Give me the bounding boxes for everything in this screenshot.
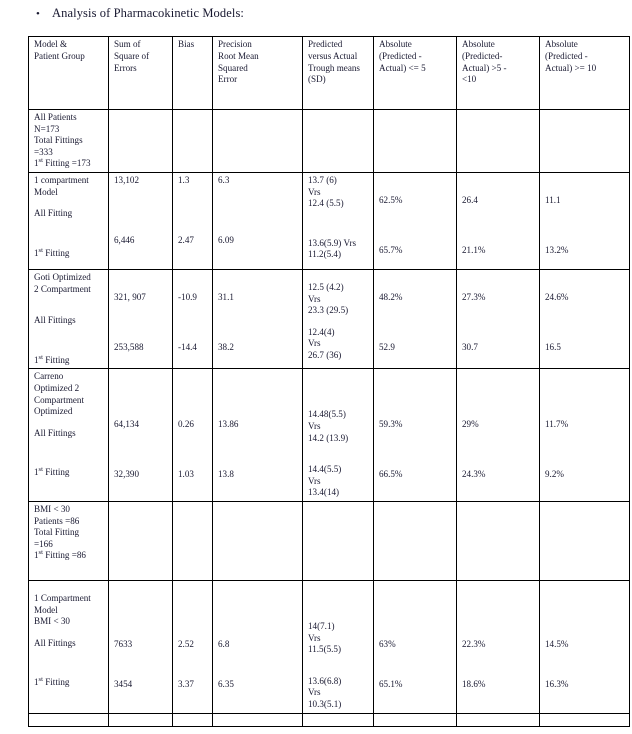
header-line: Sum of bbox=[114, 39, 141, 49]
value-line: Vrs bbox=[308, 632, 321, 643]
pk-table-container bbox=[28, 36, 629, 727]
ordinal-suffix: st bbox=[38, 676, 43, 684]
cell-absolute-le-5 bbox=[374, 369, 457, 502]
value-line: Vrs bbox=[308, 293, 321, 304]
label-line: All Fittings bbox=[34, 637, 76, 648]
header-line: Square of bbox=[114, 50, 150, 61]
value-all-fitting: 63% bbox=[379, 638, 396, 649]
label-line: Carreno bbox=[34, 371, 64, 382]
value-all-fitting: 6.8 bbox=[218, 638, 230, 649]
value-line: 11.5(5.5) bbox=[308, 644, 342, 655]
table-body bbox=[29, 110, 630, 727]
row-label-carreno-optimized bbox=[29, 369, 109, 502]
value-first-fitting: 52.9 bbox=[379, 341, 395, 352]
cell-absolute-5-to-10 bbox=[457, 110, 540, 173]
label-line: Optimized bbox=[34, 406, 73, 417]
header-line: <10 bbox=[462, 74, 477, 85]
cell-absolute-le-5 bbox=[374, 173, 457, 270]
value-line: 12.5 (4.2) bbox=[308, 282, 344, 292]
cell-absolute-5-to-10 bbox=[457, 501, 540, 580]
label-line: N=173 bbox=[34, 123, 60, 134]
header-line: (SD) bbox=[308, 74, 326, 85]
value-first-fitting: 13.8 bbox=[218, 468, 234, 479]
value-first-fitting: 3454 bbox=[114, 678, 133, 689]
value-line: 26.7 (36) bbox=[308, 349, 342, 360]
cell-bias bbox=[173, 173, 213, 270]
header-line: Root Mean bbox=[218, 50, 259, 61]
column-header-absolute-5-to-10 bbox=[457, 37, 540, 110]
table-row bbox=[29, 173, 630, 270]
label-line: Total Fitting bbox=[34, 527, 80, 538]
ordinal-suffix: st bbox=[38, 157, 43, 165]
column-header-model-patient-group bbox=[29, 37, 109, 110]
header-line: Model & bbox=[34, 39, 68, 49]
ordinal-suffix: st bbox=[38, 353, 43, 361]
header-line: Trough means bbox=[308, 62, 360, 73]
value-all-fitting: 48.2% bbox=[379, 292, 403, 302]
cell-absolute-ge-10 bbox=[540, 110, 630, 173]
cell-precision bbox=[213, 270, 303, 369]
column-header-predicted-vs-actual bbox=[303, 37, 374, 110]
value-line: Vrs bbox=[308, 420, 321, 431]
value-first-fitting: 6,446 bbox=[114, 234, 135, 245]
value-all-fitting: 24.6% bbox=[545, 292, 569, 302]
bullet-icon: • bbox=[36, 8, 40, 20]
cell-absolute-ge-10 bbox=[540, 580, 630, 713]
header-line: Squared bbox=[218, 62, 248, 73]
value-line: 14.2 (13.9) bbox=[308, 432, 349, 443]
cell-bias bbox=[173, 501, 213, 580]
value-all-fitting: 59.3% bbox=[379, 419, 403, 430]
label-line: =333 bbox=[34, 146, 53, 157]
cell-predicted-vs-actual bbox=[303, 501, 374, 580]
label-line: 1 Compartment bbox=[34, 592, 91, 603]
value-all-fitting: 11.1 bbox=[545, 195, 561, 205]
cell-bias bbox=[173, 270, 213, 369]
label-line-first-fitting: 1st Fitting =86 bbox=[34, 549, 86, 561]
value-all-fitting: 13.86 bbox=[218, 419, 239, 430]
value-line: 13.6(6.8) bbox=[308, 675, 342, 686]
header-line: Errors bbox=[114, 62, 137, 73]
table-row bbox=[29, 270, 630, 369]
header-line: versus Actual bbox=[308, 50, 358, 61]
cell-bias bbox=[173, 110, 213, 173]
label-line-first-fitting: 1st Fitting bbox=[34, 466, 70, 478]
label-line: Goti Optimized bbox=[34, 272, 91, 282]
header-line: (Predicted - bbox=[545, 50, 588, 61]
value-first-fitting: 32,390 bbox=[114, 468, 140, 479]
pharmacokinetic-models-table bbox=[28, 36, 630, 727]
cell-absolute-ge-10 bbox=[540, 713, 630, 726]
header-line: (Predicted- bbox=[462, 50, 503, 61]
value-all-fitting: 29% bbox=[462, 419, 479, 430]
value-first-fitting: 24.3% bbox=[462, 468, 486, 479]
cell-absolute-ge-10 bbox=[540, 369, 630, 502]
value-all-fitting: 27.3% bbox=[462, 292, 486, 302]
cell-absolute-le-5 bbox=[374, 713, 457, 726]
value-all-fitting: 0.26 bbox=[178, 419, 194, 430]
cell-predicted-vs-actual bbox=[303, 580, 374, 713]
cell-predicted-vs-actual bbox=[303, 713, 374, 726]
table-row bbox=[29, 369, 630, 502]
label-line: Patients =86 bbox=[34, 515, 80, 526]
label-line: All Fittings bbox=[34, 315, 76, 326]
value-line: 12.4(4) bbox=[308, 326, 335, 337]
value-first-fitting: 253,588 bbox=[114, 341, 144, 352]
label-line: BMI < 30 bbox=[34, 503, 70, 514]
table-row bbox=[29, 501, 630, 580]
cell-precision bbox=[213, 110, 303, 173]
value-first-fitting: 1.03 bbox=[178, 468, 194, 479]
label-line: Model bbox=[34, 604, 58, 615]
value-line: Vrs bbox=[308, 687, 321, 698]
header-line: Absolute bbox=[462, 39, 495, 49]
header-line: Absolute bbox=[545, 39, 578, 49]
value-first-fitting: 21.1% bbox=[462, 244, 486, 255]
label-line: All Patients bbox=[34, 112, 77, 122]
cell-absolute-5-to-10 bbox=[457, 580, 540, 713]
ordinal-suffix: st bbox=[38, 466, 43, 474]
header-line: (Predicted - bbox=[379, 50, 422, 61]
value-all-fitting: 22.3% bbox=[462, 638, 486, 649]
value-line: Vrs bbox=[308, 475, 321, 486]
row-label-one-compartment-bmi bbox=[29, 580, 109, 713]
value-line: 14(7.1) bbox=[308, 620, 335, 631]
cell-absolute-ge-10 bbox=[540, 270, 630, 369]
value-first-fitting: -14.4 bbox=[178, 341, 197, 352]
label-line: =166 bbox=[34, 538, 53, 549]
value-first-fitting: 9.2% bbox=[545, 468, 564, 479]
table-row bbox=[29, 580, 630, 713]
table-row bbox=[29, 713, 630, 726]
cell-predicted-vs-actual bbox=[303, 173, 374, 270]
label-line: BMI < 30 bbox=[34, 616, 70, 627]
cell-bias bbox=[173, 369, 213, 502]
header-line: Predicted bbox=[308, 39, 343, 49]
value-all-fitting: -10.9 bbox=[178, 292, 197, 302]
row-label-one-compartment-model bbox=[29, 173, 109, 270]
ordinal-suffix: st bbox=[38, 549, 43, 557]
label-line: 2 Compartment bbox=[34, 283, 91, 294]
value-first-fitting: 2.47 bbox=[178, 234, 194, 245]
row-label-empty bbox=[29, 713, 109, 726]
cell-absolute-le-5 bbox=[374, 501, 457, 580]
column-header-absolute-ge-10 bbox=[540, 37, 630, 110]
label-line-first-fitting: 1st Fitting bbox=[34, 353, 70, 365]
table-row bbox=[29, 110, 630, 173]
value-line: 14.4(5.5) bbox=[308, 464, 342, 475]
value-all-fitting: 13,102 bbox=[114, 175, 140, 185]
value-first-fitting: 6.35 bbox=[218, 678, 234, 689]
column-header-absolute-le-5 bbox=[374, 37, 457, 110]
label-line: All Fittings bbox=[34, 427, 76, 438]
value-all-fitting: 31.1 bbox=[218, 292, 234, 302]
value-first-fitting: 65.1% bbox=[379, 678, 403, 689]
cell-absolute-5-to-10 bbox=[457, 369, 540, 502]
value-line: 13.7 (6) bbox=[308, 175, 337, 185]
cell-predicted-vs-actual bbox=[303, 110, 374, 173]
header-line: Bias bbox=[178, 39, 195, 49]
cell-precision bbox=[213, 713, 303, 726]
cell-absolute-5-to-10 bbox=[457, 173, 540, 270]
label-line: Model bbox=[34, 186, 58, 197]
cell-bias bbox=[173, 713, 213, 726]
cell-absolute-5-to-10 bbox=[457, 713, 540, 726]
value-line: 10.3(5.1) bbox=[308, 698, 342, 709]
table-header bbox=[29, 37, 630, 110]
cell-absolute-ge-10 bbox=[540, 173, 630, 270]
value-all-fitting: 321, 907 bbox=[114, 292, 146, 302]
column-header-precision-rmse bbox=[213, 37, 303, 110]
cell-bias bbox=[173, 580, 213, 713]
value-first-fitting: 13.2% bbox=[545, 244, 569, 255]
row-label-goti-optimized bbox=[29, 270, 109, 369]
cell-absolute-le-5 bbox=[374, 110, 457, 173]
cell-absolute-le-5 bbox=[374, 270, 457, 369]
value-first-fitting: 3.37 bbox=[178, 678, 194, 689]
value-all-fitting: 2.52 bbox=[178, 638, 194, 649]
cell-sse bbox=[109, 270, 173, 369]
header-line: Actual) >5 - bbox=[462, 62, 507, 73]
value-line: 13.4(14) bbox=[308, 487, 340, 498]
value-all-fitting: 1.3 bbox=[178, 175, 190, 185]
label-line: Total Fittings bbox=[34, 135, 83, 146]
value-line: 14.48(5.5) bbox=[308, 409, 346, 420]
value-line: 23.3 (29.5) bbox=[308, 305, 349, 316]
value-all-fitting: 6.3 bbox=[218, 175, 230, 185]
cell-predicted-vs-actual bbox=[303, 270, 374, 369]
cell-sse bbox=[109, 713, 173, 726]
label-line: Optimized 2 bbox=[34, 382, 80, 393]
cell-precision bbox=[213, 580, 303, 713]
table-header-row bbox=[29, 37, 630, 110]
header-line: Patient Group bbox=[34, 50, 85, 61]
value-line: 11.2(5.4) bbox=[308, 249, 342, 260]
value-line: 12.4 (5.5) bbox=[308, 198, 344, 209]
header-line: Precision bbox=[218, 39, 252, 49]
cell-sse bbox=[109, 580, 173, 713]
value-first-fitting: 18.6% bbox=[462, 678, 486, 689]
column-header-sum-of-square-errors bbox=[109, 37, 173, 110]
value-all-fitting: 14.5% bbox=[545, 638, 569, 649]
cell-sse bbox=[109, 173, 173, 270]
value-all-fitting: 7633 bbox=[114, 638, 133, 649]
value-line: 13.6(5.9) Vrs bbox=[308, 237, 357, 248]
cell-precision bbox=[213, 369, 303, 502]
value-first-fitting: 30.7 bbox=[462, 341, 478, 352]
header-line: Actual) >= 10 bbox=[545, 62, 597, 73]
header-line: Absolute bbox=[379, 39, 412, 49]
row-label-bmi-under-30 bbox=[29, 501, 109, 580]
column-header-bias bbox=[173, 37, 213, 110]
value-first-fitting: 65.7% bbox=[379, 244, 403, 255]
value-line: Vrs bbox=[308, 186, 321, 197]
value-first-fitting: 66.5% bbox=[379, 468, 403, 479]
row-label-all-patients bbox=[29, 110, 109, 173]
cell-absolute-le-5 bbox=[374, 580, 457, 713]
header-line: Actual) <= 5 bbox=[379, 62, 426, 73]
cell-precision bbox=[213, 501, 303, 580]
value-all-fitting: 11.7% bbox=[545, 419, 569, 430]
cell-sse bbox=[109, 501, 173, 580]
label-line: All Fitting bbox=[34, 208, 73, 219]
ordinal-suffix: st bbox=[38, 246, 43, 254]
label-line: Compartment bbox=[34, 394, 85, 405]
label-line-first-fitting: 1st Fitting bbox=[34, 676, 70, 688]
cell-absolute-5-to-10 bbox=[457, 270, 540, 369]
value-first-fitting: 16.3% bbox=[545, 678, 569, 689]
value-first-fitting: 6.09 bbox=[218, 234, 234, 245]
cell-sse bbox=[109, 369, 173, 502]
value-all-fitting: 64,134 bbox=[114, 419, 140, 430]
header-line: Error bbox=[218, 74, 238, 85]
value-first-fitting: 38.2 bbox=[218, 341, 234, 352]
value-all-fitting: 26.4 bbox=[462, 195, 478, 205]
value-line: Vrs bbox=[308, 338, 321, 349]
bullet-heading bbox=[0, 0, 632, 22]
value-all-fitting: 62.5% bbox=[379, 195, 403, 205]
cell-predicted-vs-actual bbox=[303, 369, 374, 502]
label-line-first-fitting: 1st Fitting =173 bbox=[34, 157, 91, 169]
cell-absolute-ge-10 bbox=[540, 501, 630, 580]
cell-sse bbox=[109, 110, 173, 173]
page-title: Analysis of Pharmacokinetic Models: bbox=[52, 6, 245, 20]
label-line: 1 compartment bbox=[34, 175, 89, 185]
value-first-fitting: 16.5 bbox=[545, 341, 561, 352]
label-line-first-fitting: 1st Fitting bbox=[34, 246, 70, 258]
cell-precision bbox=[213, 173, 303, 270]
